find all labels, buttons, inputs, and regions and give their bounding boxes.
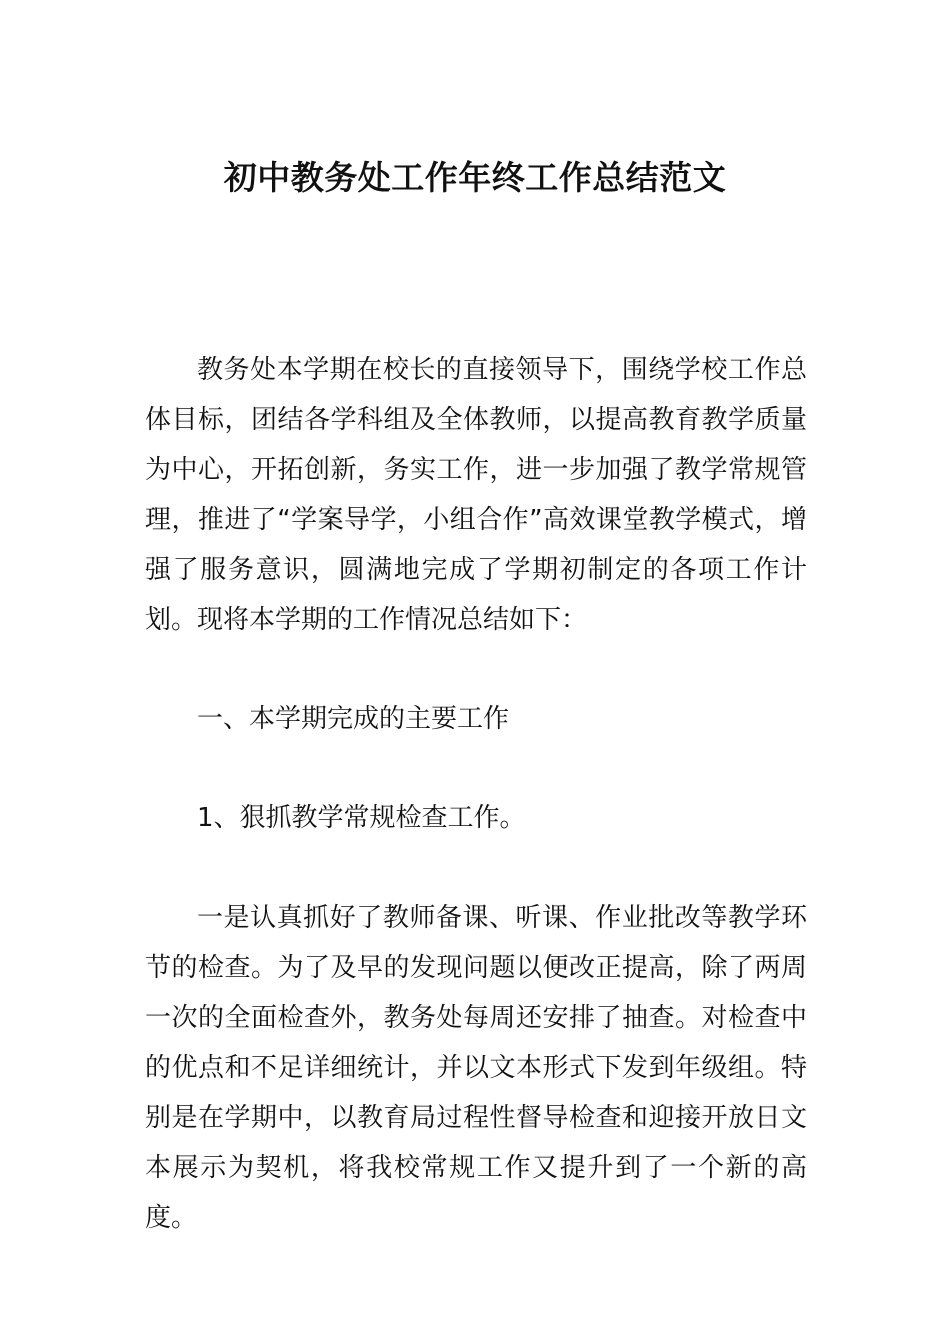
document-title: 初中教务处工作年终工作总结范文 [223, 158, 727, 197]
body-paragraph: 一是认真抓好了教师备课、听课、作业批改等教学环节的检查。为了及早的发现问题以便改正提高，除了两周一次的全面检查外，教务处每周还安排了抽查。对检查中的优点和不足详细统计，并以文本形式下发到年级组。特别是在学期中，以教育局过程性督导检查和迎接开放日文本展示为契机，将我校常规工作又提升到了一个新的高度。 [145, 903, 807, 1233]
intro-paragraph: 教务处本学期在校长的直接领导下，围绕学校工作总体目标，团结各学科组及全体教师，以提高教育教学质量为中心，开拓创新，务实工作，进一步加强了教学常规管理，推进了“学案导学，小组合作”高效课堂教学模式，增强了服务意识，圆满地完成了学期初制定的各项工作计划。现将本学期的工作情况总结如下： [145, 355, 807, 635]
subsection-heading: 1、狠抓教学常规检查工作。 [197, 803, 526, 833]
section-heading: 一、本学期完成的主要工作 [197, 704, 510, 734]
